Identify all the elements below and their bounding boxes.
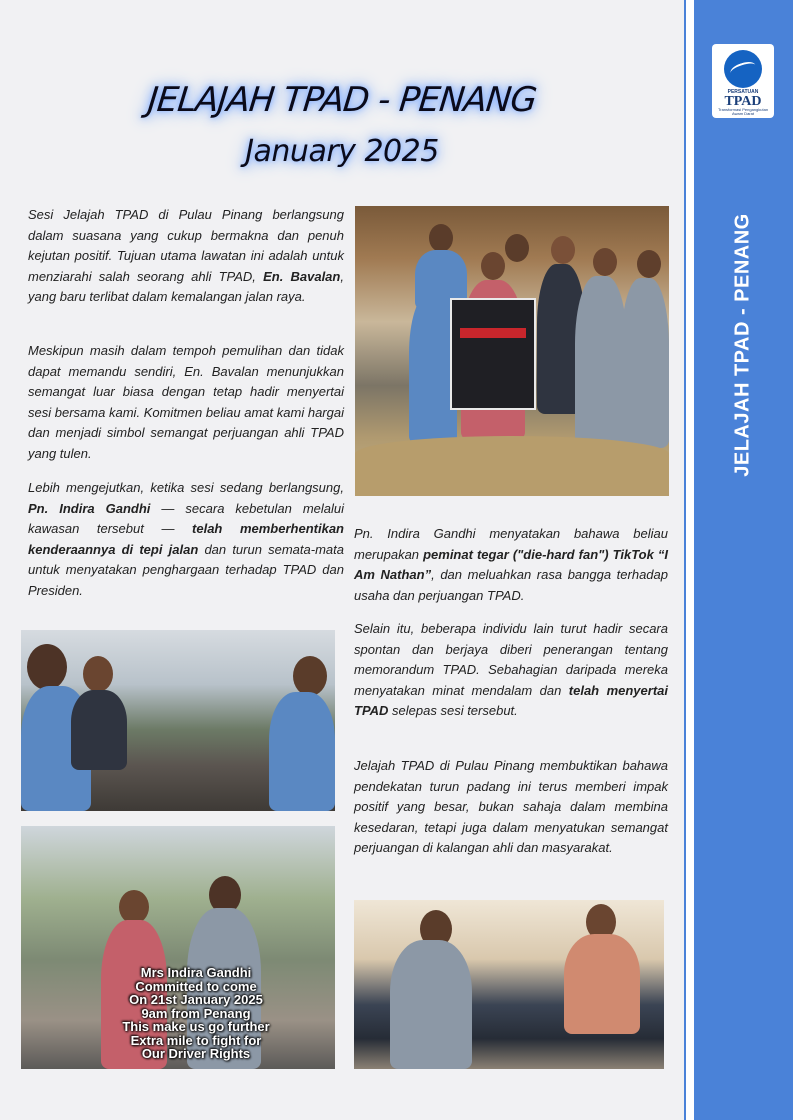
photo-group-with-poster bbox=[355, 206, 669, 496]
paragraph-surprise: Lebih mengejutkan, ketika sesi sedang berlangsung, Pn. Indira Gandhi — secara kebetulan melalui kawasan tersebut — telah memberhentikan kenderaannya di tepi jalan dan turun semata-mata untuk menyatakan penghargaan terhadap TPAD dan Presiden. bbox=[28, 480, 344, 598]
sidebar-gap bbox=[686, 0, 694, 1120]
photo-roadside-meeting bbox=[21, 826, 335, 1069]
name-bavalan: En. Bavalan bbox=[263, 268, 341, 284]
emphasis-stopped-vehicle: telah memberhentikan kenderaannya di tepi jalan bbox=[28, 521, 344, 557]
paragraph-fan: Pn. Indira Gandhi menyatakan bahawa beliau merupakan peminat tegar ("die-hard fan") TikTok “I Am Nathan”, dan meluahkan rasa bangga terhadap usaha dan perjuangan TPAD. bbox=[354, 526, 669, 603]
paragraph-intro: Sesi Jelajah TPAD di Pulau Pinang berlangsung dalam suasana yang cukup bermakna dan penuh kejutan positif. Tujuan utama lawatan ini adalah untuk menziarahi salah seorang ahli TPAD, En. Bavalan, yang baru terlibat dalam kemalangan jalan raya. bbox=[28, 207, 344, 304]
emphasis-tiktok-fan: peminat tegar ("die-hard fan") TikTok “I Am Nathan” bbox=[354, 546, 669, 582]
tpad-emblem-icon bbox=[724, 50, 762, 88]
page-title: JELAJAH TPAD - PENANG bbox=[146, 80, 538, 120]
photo-caption-overlay: Mrs Indira Gandhi Committed to come On 21st January 2025 9am from Penang This make us go further Extra mile to fight for Our Driver Rights bbox=[122, 965, 270, 1061]
name-indira-gandhi: Pn. Indira Gandhi bbox=[28, 500, 151, 516]
paragraph-conclusion: Jelajah TPAD di Pulau Pinang membuktikan bahawa pendekatan turun padang ini terus memberi impak positif yang besar, bukan sahaja dalam membina kesedaran, tetapi juga dalam menyatukan semangat perjuangan di kalangan ahli dan masyarakat. bbox=[354, 758, 668, 855]
photo-cafe-discussion bbox=[21, 630, 335, 811]
sidebar-vertical-title: JELAJAH TPAD - PENANG bbox=[731, 213, 754, 477]
tpad-logo: PERSATUAN TPAD Transformasi Pengangkutan Awam Darat bbox=[712, 44, 774, 118]
paragraph-commitment: Meskipun masih dalam tempoh pemulihan dan tidak dapat memandu sendiri, En. Bavalan menunjukkan semangat luar biasa dengan tetap hadir menyertai sesi bersama kami. Komitmen beliau amat kami hargai dan menjadi simbol semangat perjuangan ahli TPAD yang tulen. bbox=[28, 343, 344, 461]
right-sidebar bbox=[694, 0, 793, 1120]
emphasis-joined-tpad: telah menyertai TPAD bbox=[354, 682, 668, 718]
memorandum-poster bbox=[450, 298, 536, 410]
photo-visit-member bbox=[354, 900, 664, 1069]
page-subtitle-date: January 2025 bbox=[245, 134, 439, 169]
paragraph-new-members: Selain itu, beberapa individu lain turut hadir secara spontan dan berjaya diberi penerangan tentang memorandum TPAD. Sebahagian daripada mereka menyatakan minat mendalam dan telah menyertai TPAD selepas sesi tersebut. bbox=[354, 621, 668, 718]
